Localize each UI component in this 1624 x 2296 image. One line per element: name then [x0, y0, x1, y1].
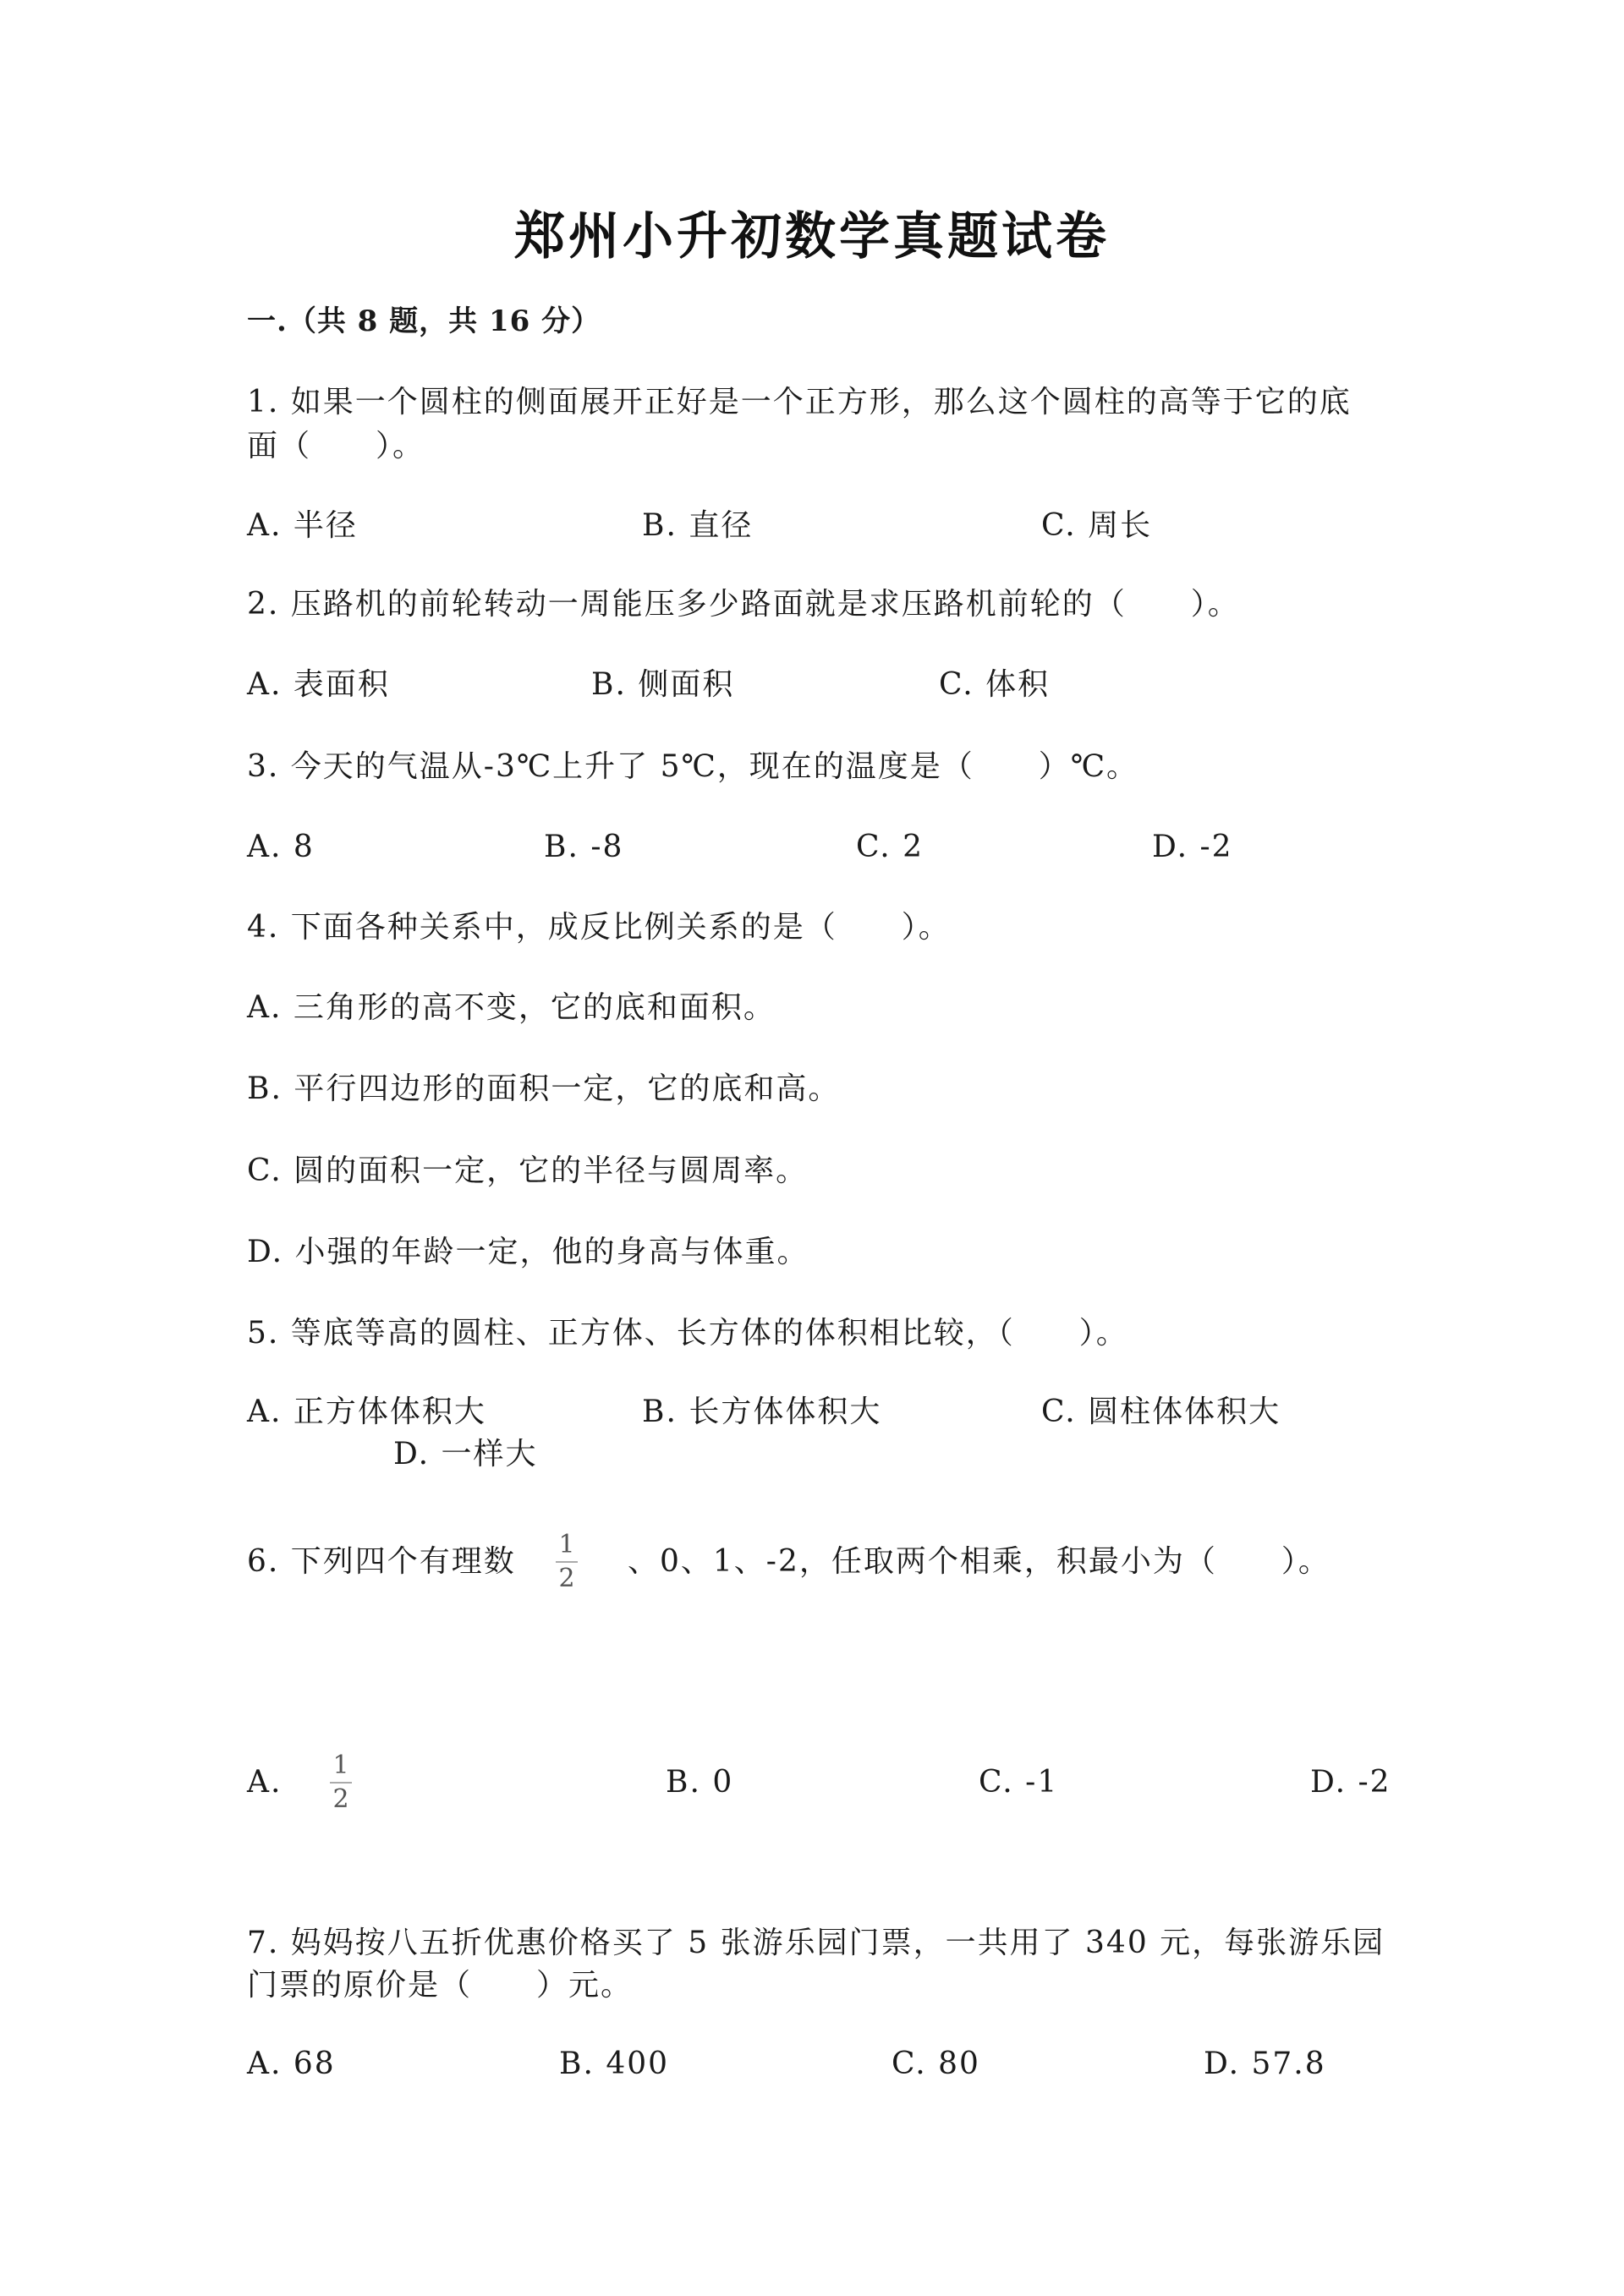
- question-4-option-d: D. 小强的年龄一定，他的身高与体重。: [247, 1235, 809, 1269]
- question-4-text: 4. 下面各种关系中，成反比例关系的是（ ）。: [247, 910, 951, 945]
- question-7-option-d: D. 57.8: [1204, 2047, 1326, 2081]
- fraction-numerator: 1: [332, 1751, 349, 1780]
- question-6-option-b: B. 0: [666, 1765, 734, 1800]
- question-1-option-c: C. 周长: [1041, 508, 1153, 543]
- fraction-denominator: 2: [558, 1564, 575, 1593]
- question-1-option-b: B. 直径: [642, 508, 754, 543]
- question-6-text-prefix: 6. 下列四个有理数: [247, 1544, 516, 1579]
- question-2-text: 2. 压路机的前轮转动一周能压多少路面就是求压路机前轮的（ ）。: [247, 587, 1240, 622]
- question-6-option-a-fraction: [330, 1753, 352, 1812]
- question-3-option-b: B. -8: [544, 830, 624, 864]
- question-2-option-a: A. 表面积: [247, 667, 390, 702]
- question-7-option-c: C. 80: [892, 2047, 980, 2081]
- question-6-option-c: C. -1: [979, 1765, 1059, 1800]
- fraction-bar: [330, 1782, 352, 1784]
- question-5-option-d: D. 一样大: [393, 1437, 538, 1471]
- question-6-fraction: [556, 1532, 578, 1592]
- question-1-text-line-1: 1. 如果一个圆柱的侧面展开正好是一个正方形，那么这个圆柱的高等于它的底: [247, 385, 1352, 419]
- question-2-option-c: C. 体积: [939, 667, 1051, 702]
- question-7-text-line-1: 7. 妈妈按八五折优惠价格买了 5 张游乐园门票，一共用了 340 元，每张游乐园: [247, 1926, 1385, 1960]
- question-6-option-a: A.: [247, 1765, 283, 1800]
- question-3-option-d: D. -2: [1152, 830, 1233, 864]
- question-2-option-b: B. 侧面积: [591, 667, 735, 702]
- question-7-option-b: B. 400: [559, 2047, 670, 2081]
- question-4-option-c: C. 圆的面积一定，它的半径与圆周率。: [247, 1153, 809, 1188]
- question-1-option-a: A. 半径: [247, 508, 358, 543]
- question-1-text-line-2: 面（ ）。: [247, 429, 425, 463]
- fraction-numerator: 1: [558, 1530, 575, 1559]
- question-3-text: 3. 今天的气温从-3℃上升了 5℃，现在的温度是（ ）℃。: [247, 749, 1139, 784]
- question-5-option-a: A. 正方体体积大: [247, 1395, 486, 1429]
- question-5-text: 5. 等底等高的圆柱、正方体、长方体的体积相比较，（ ）。: [247, 1316, 1128, 1351]
- question-7-option-a: A. 68: [247, 2047, 336, 2081]
- question-4-option-a: A. 三角形的高不变，它的底和面积。: [247, 990, 776, 1025]
- page-title: 郑州小升初数学真题试卷: [514, 207, 1110, 266]
- question-6-text-suffix: 、0、1、-2，任取两个相乘，积最小为（ ）。: [628, 1544, 1330, 1579]
- question-4-option-b: B. 平行四边形的面积一定，它的底和高。: [247, 1071, 841, 1106]
- question-5-option-b: B. 长方体体积大: [642, 1395, 882, 1429]
- question-5-option-c: C. 圆柱体体积大: [1041, 1395, 1281, 1429]
- question-6-option-d: D. -2: [1310, 1765, 1391, 1800]
- section-heading: 一.（共 8 题，共 16 分）: [247, 304, 601, 338]
- fraction-denominator: 2: [332, 1784, 349, 1814]
- question-7-text-line-2: 门票的原价是（ ）元。: [247, 1968, 634, 2003]
- question-3-option-a: A. 8: [247, 830, 315, 864]
- fraction-bar: [556, 1561, 578, 1563]
- question-3-option-c: C. 2: [856, 830, 924, 864]
